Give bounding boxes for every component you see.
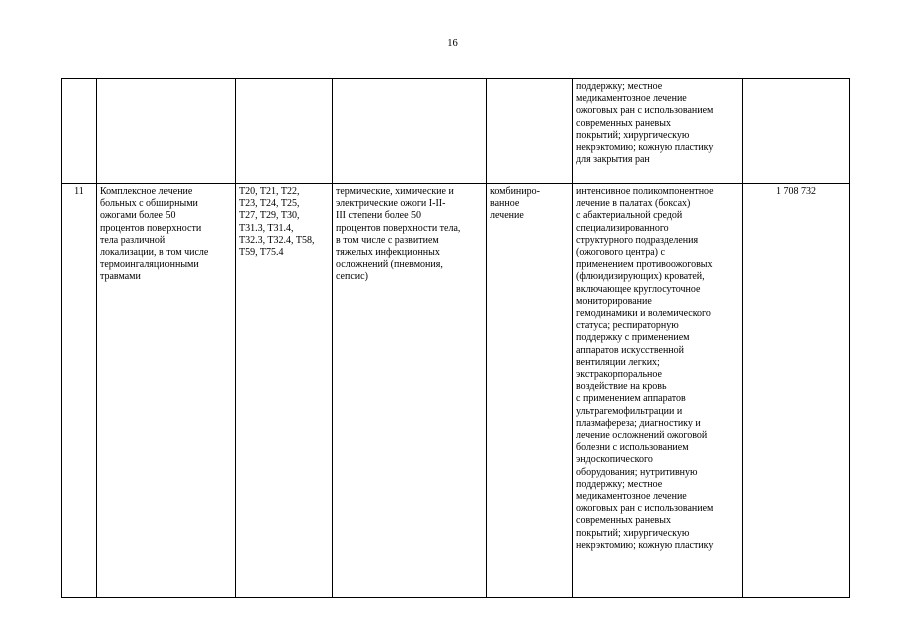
price-cell: 1 708 732 xyxy=(743,184,850,598)
table-row xyxy=(62,184,850,598)
page-number: 16 xyxy=(447,38,458,49)
treatment-type-cell: комбиниро- ванное лечение xyxy=(487,184,573,598)
procedures-table xyxy=(61,78,850,598)
patient-model-cell: термические, химические и электрические ожоги I-II- III степени более 50 процентов поверхности тела, в том числе с развитием тяжелых инфекционных осложнений (пневмония, сепсис) xyxy=(333,184,487,598)
name-cell xyxy=(97,79,236,184)
table-row xyxy=(62,79,850,184)
codes-cell: T20, T21, T22, T23, T24, T25, T27, T29, T30, T31.3, T31.4, T32.3, T32.4, T58, T59, T75.4 xyxy=(236,184,333,598)
name-cell: Комплексное лечение больных с обширными ожогами более 50 процентов поверхности тела различной локализации, в том числе термоингаляционными травмами xyxy=(97,184,236,598)
codes-cell xyxy=(236,79,333,184)
method-cell: поддержку; местное медикаментозное лечение ожоговых ран с использованием современных раневых покрытий; хирургическую некрэктомию; кожную пластику для закрытия ран xyxy=(573,79,743,184)
patient-model-cell xyxy=(333,79,487,184)
row-number-cell xyxy=(62,79,97,184)
price-cell xyxy=(743,79,850,184)
row-number-cell: 11 xyxy=(62,184,97,598)
method-cell: интенсивное поликомпонентное лечение в палатах (боксах) с абактериальной средой специализированного структурного подразделения (ожогового центра) с применением противоожоговых (флюидизирующих) кроватей, включающее круглосуточное мониторирование гемодинамики и волемического статуса; респираторную поддержку с применением аппаратов искусственной вентиляции легких; экстракорпоральное воздействие на кровь с применением аппаратов ультрагемофильтрации и плазмафереза; диагностику и лечение осложнений ожоговой болезни с использованием эндоскопического оборудования; нутритивную поддержку; местное медикаментозное лечение ожоговых ран с использованием современных раневых покрытий; хирургическую некрэктомию; кожную пластику xyxy=(573,184,743,598)
treatment-type-cell xyxy=(487,79,573,184)
